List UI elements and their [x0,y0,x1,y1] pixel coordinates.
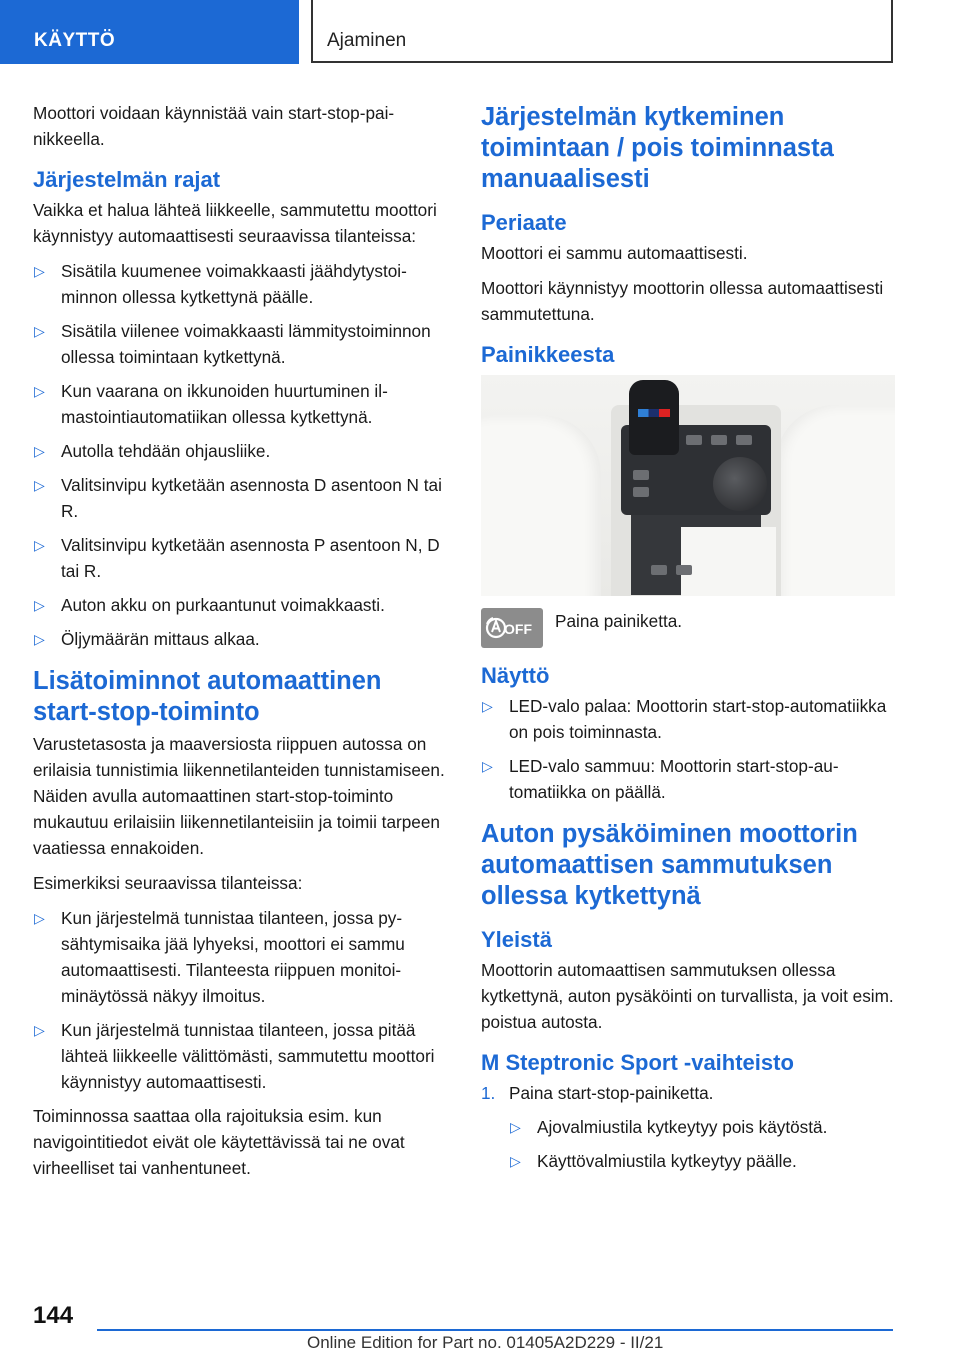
svg-text:OFF: OFF [504,621,532,637]
auto-start-stop-off-icon [481,608,543,648]
list-item: ▷ Sisätila kuumenee voimakkaasti jäähdytystoiminnon ollessa kytkettynä päälle. [33,258,449,310]
button-heading: Painikkeesta [481,342,615,367]
triangle-bullet-icon: ▷ [510,1153,521,1169]
triangle-bullet-icon: ▷ [34,537,45,553]
list-item: ▷ Käyttövalmiustila kytkeytyy päälle. [509,1148,897,1174]
step-number: 1. [481,1083,496,1103]
button-instruction: Paina painiketta. [555,611,683,631]
list-item: ▷ Valitsinvipu kytketään asennosta P asentoon N, D tai R. [33,532,449,584]
list-item: ▷ Sisätila viilenee voimakkaasti lämmitystoiminnon ollessa toimintaan kytkettynä. [33,318,449,370]
principle-text-2: Moottori käynnistyy moottorin ollessa automaattisesti sammutettuna. [481,278,884,324]
triangle-bullet-icon: ▷ [482,698,493,714]
limits-list [33,258,449,652]
gear-selector-lever [629,380,679,455]
left-column [33,100,449,1190]
triangle-bullet-icon: ▷ [34,477,45,493]
center-console-photo [481,375,895,596]
step-text: Paina start-stop-painiketta. [509,1083,714,1103]
list-item: ▷ Valitsinvipu kytketään asennosta D asentoon N tai R. [33,472,449,524]
controller-knob [713,457,767,511]
triangle-bullet-icon: ▷ [482,758,493,774]
general-heading: Yleistä [481,927,552,952]
chapter-tab [311,0,893,63]
limits-heading: Järjestelmän rajat [33,167,221,192]
footer-divider [97,1329,893,1331]
list-item: ▷ LED-valo palaa: Moottorin start-stop-automatiikka on pois toiminnasta. [481,693,897,745]
triangle-bullet-icon: ▷ [34,910,45,926]
principle-text-1: Moottori ei sammu automaattisesti. [481,243,748,263]
list-item: ▷ Auton akku on purkaantunut voimakkaasti. [33,592,449,618]
list-item: ▷ Autolla tehdään ohjausliike. [33,438,449,464]
m-logo-icon [638,409,670,417]
section-tab [0,0,299,64]
parking-heading: Auton pysäköiminen moottorin automaattisen sammutuksen ollessa kytkettynä [481,820,858,910]
triangle-bullet-icon: ▷ [34,1022,45,1038]
display-list [481,693,897,805]
triangle-bullet-icon: ▷ [34,383,45,399]
extra-heading: Lisätoiminnot automaattinen start-stop-toiminto [33,667,382,726]
examples-list [33,905,449,1095]
list-item: ▷ Öljymäärän mittaus alkaa. [33,626,449,652]
section-title: KÄYTTÖ [34,30,116,51]
examples-intro: Esimerkiksi seuraavissa tilanteissa: [33,873,303,893]
list-item: ▷ Ajovalmiustila kytkeytyy pois käytöstä. [509,1114,897,1140]
chapter-title: Ajaminen [327,30,407,51]
manual-toggle-heading: Järjestelmän kytkeminen toimintaan / pois toiminnasta manuaalisesti [481,103,834,193]
list-item: ▷ LED-valo sammuu: Moottorin start-stop-automatiikka on päällä. [481,753,897,805]
triangle-bullet-icon: ▷ [34,597,45,613]
button-instruction-row [481,608,897,648]
triangle-bullet-icon: ▷ [34,323,45,339]
step-substeps [509,1114,897,1174]
triangle-bullet-icon: ▷ [34,443,45,459]
right-column [481,100,897,1182]
list-item: ▷ Kun järjestelmä tunnistaa tilanteen, jossa pitää lähteä liikkeelle välittömästi, sammutettu moottori käynnistyy automaattisesti. [33,1017,449,1095]
steps-list [481,1080,897,1174]
steptronic-heading: M Steptronic Sport -vaihteisto [481,1050,794,1075]
list-item: ▷ Kun vaarana on ikkunoiden huurtuminen ilmastointiautomatiikan ollessa kytkettynä. [33,378,449,430]
principle-heading: Periaate [481,210,567,235]
edition-info: Online Edition for Part no. 01405A2D229 - II/21 [307,1333,664,1352]
list-item: ▷ Kun järjestelmä tunnistaa tilanteen, jossa pysähtymisaika jää lyhyeksi, moottori ei sammu automaattisesti. Tilanteesta riippuen monitoiminäytössä näkyy ilmoitus. [33,905,449,1009]
triangle-bullet-icon: ▷ [510,1119,521,1135]
triangle-bullet-icon: ▷ [34,263,45,279]
limitations-note: Toiminnossa saattaa olla rajoituksia esim. kun navigointitiedot eivät ole käytettävissä tai ne ovat virheelliset tai vanhentuneet. [33,1106,405,1178]
extra-text: Varustetasosta ja maaversiosta riippuen autossa on erilaisia tunnistimia liikennetilanteiden tunnistamiseen. Näiden avulla automaattinen start-stop-toiminto mukautuu erilaisiin liikennetilanteisiin ja toimii tarpeen vaatiessa ennakoiden. [33,734,445,858]
general-text: Moottorin automaattisen sammutuksen ollessa kytkettynä, auton pysäköinti on turvallista, ja voit esim. poistua autosta. [481,960,894,1032]
page-number: 144 [33,1302,74,1329]
step-item [481,1080,897,1174]
limits-text: Vaikka et halua lähteä liikkeelle, sammutettu moottori käynnistyy automaattisesti seuraavissa tilanteissa: [33,200,437,246]
intro-paragraph: Moottori voidaan käynnistää vain start-stop-painikkeella. [33,103,395,149]
triangle-bullet-icon: ▷ [34,631,45,647]
display-heading: Näyttö [481,663,550,688]
